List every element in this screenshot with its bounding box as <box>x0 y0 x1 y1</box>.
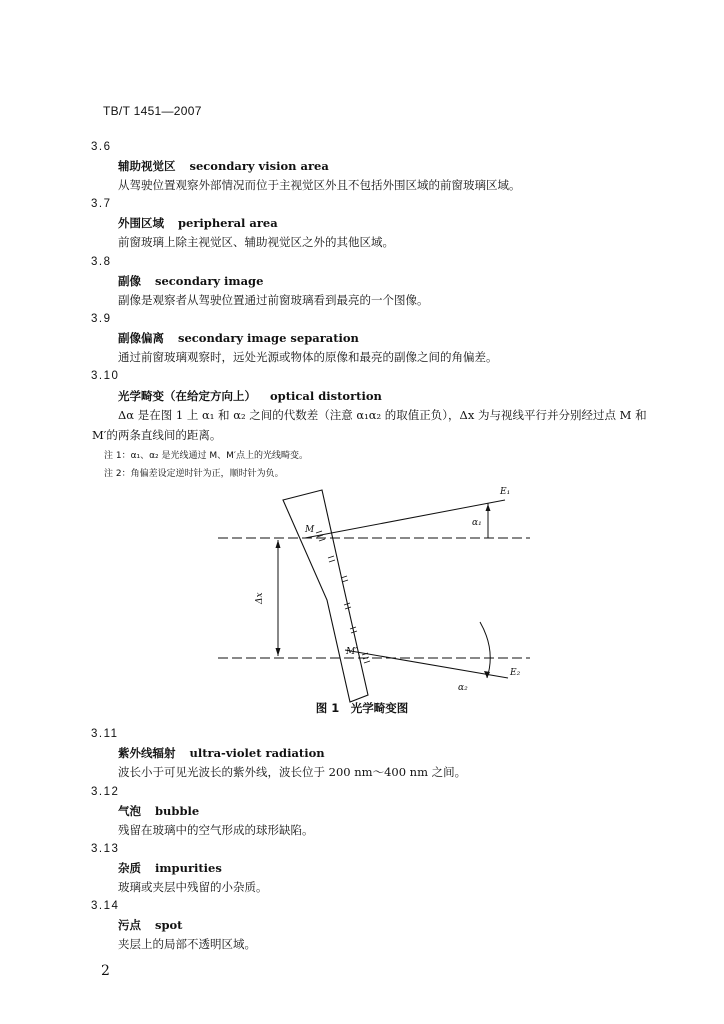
label-e1: E₁ <box>500 487 511 497</box>
arrow-head <box>276 540 281 548</box>
label-m: M <box>305 525 315 535</box>
section-number: 3.8 <box>91 256 112 268</box>
term-zh: 杂质 <box>118 861 141 875</box>
term-zh: 副像偏离 <box>118 331 164 345</box>
label-e2: E₂ <box>510 668 521 678</box>
label-delta-x: Δx <box>255 592 265 604</box>
term-definition: 从驾驶位置观察外部情况而位于主视觉区外且不包括外围区域的前窗玻璃区域。 <box>118 178 521 192</box>
term-en: secondary vision area <box>189 159 329 173</box>
section-number: 3.11 <box>91 728 119 740</box>
term-en: impurities <box>155 861 222 875</box>
term-definition: 夹层上的局部不透明区域。 <box>118 937 256 951</box>
term-definition: 残留在玻璃中的空气形成的球形缺陷。 <box>118 823 314 837</box>
section-number: 3.6 <box>91 141 112 153</box>
term-en: secondary image <box>155 274 264 288</box>
term-definition: 通过前窗玻璃观察时，远处光源或物体的原像和最亮的副像之间的角偏差。 <box>118 350 498 364</box>
term-zh: 副像 <box>118 274 141 288</box>
section-number: 3.14 <box>91 900 120 912</box>
term-heading <box>118 745 325 761</box>
term-heading <box>118 917 183 933</box>
term-en: peripheral area <box>178 216 278 230</box>
term-en: optical distortion <box>270 389 382 403</box>
term-heading <box>118 803 199 819</box>
term-definition: 玻璃或夹层中残留的小杂质。 <box>118 880 268 894</box>
term-definition: Δα 是在图 1 上 α₁ 和 α₂ 之间的代数差（注意 α₁α₂ 的取值正负），Δx 为与视线平行并分别经过点 M 和 M′的两条直线间的距离。 <box>92 408 647 442</box>
figure-caption: 图 1 光学畸变图 <box>315 701 409 715</box>
document-header: TB/T 1451—2007 <box>103 104 202 118</box>
note: 注 1：α₁、α₂ 是光线通过 M、M′点上的光线畸变。 <box>104 451 308 461</box>
label-alpha2: α₂ <box>458 683 468 693</box>
term-definition: 波长小于可见光波长的紫外线，波长位于 200 nm～400 nm 之间。 <box>118 765 467 779</box>
term-zh: 外围区域 <box>118 216 164 230</box>
glass-hatching <box>316 531 370 663</box>
alpha2-dimension <box>480 622 490 678</box>
term-definition: 副像是观察者从驾驶位置通过前窗玻璃看到最亮的一个图像。 <box>118 293 429 307</box>
section-number: 3.7 <box>91 198 112 210</box>
section-number: 3.10 <box>91 370 120 382</box>
glass-pane <box>283 490 368 702</box>
term-zh: 气泡 <box>118 804 141 818</box>
section-number: 3.12 <box>91 786 120 798</box>
note: 注 2：角偏差设定逆时针为正，顺时针为负。 <box>104 469 284 479</box>
ray-e2 <box>345 650 508 678</box>
term-definition: 前窗玻璃上除主视觉区、辅助视觉区之外的其他区域。 <box>118 235 394 249</box>
section-number: 3.9 <box>91 313 112 325</box>
term-en: ultra-violet radiation <box>189 746 325 760</box>
arrow-head <box>276 648 281 656</box>
term-en: spot <box>155 918 183 932</box>
term-en: secondary image separation <box>178 331 359 345</box>
page-number: 2 <box>101 963 110 979</box>
term-zh: 辅助视觉区 <box>118 159 176 173</box>
arrow-head <box>486 504 491 511</box>
label-alpha1: α₁ <box>472 518 482 528</box>
term-zh: 光学畸变（在给定方向上） <box>118 389 256 403</box>
label-m-prime: M′ <box>346 647 358 657</box>
term-heading <box>118 860 222 876</box>
section-number: 3.13 <box>91 843 120 855</box>
term-zh: 紫外线辐射 <box>118 746 176 760</box>
term-zh: 污点 <box>118 918 141 932</box>
term-en: bubble <box>155 804 200 818</box>
